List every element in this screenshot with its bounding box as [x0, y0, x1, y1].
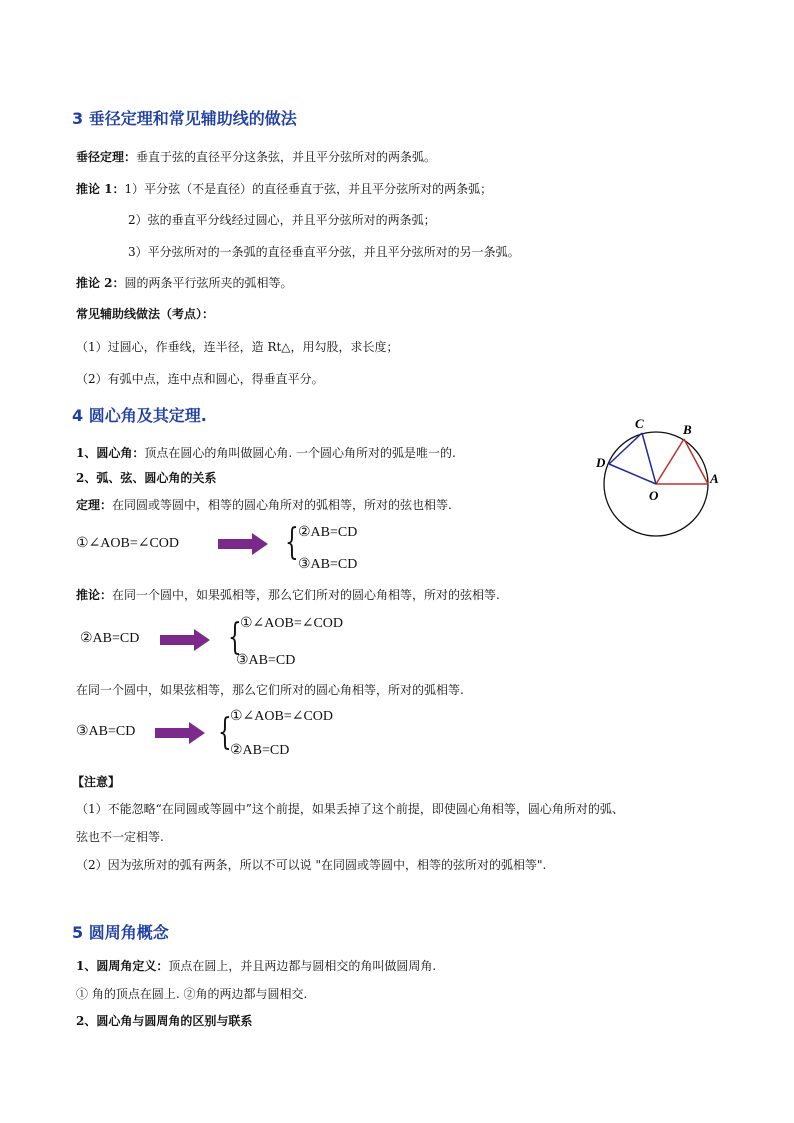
- perpendicular-theorem: [76, 148, 436, 165]
- formula-3-result-1: ①∠AOB=∠COD: [230, 709, 334, 724]
- brace-icon: {: [218, 712, 232, 753]
- arrow-icon: [218, 533, 268, 555]
- arrow-icon: [160, 629, 210, 651]
- label-b: B: [683, 422, 692, 437]
- corollary-text-4: 在同一个圆中，如果弧相等，那么它们所对的圆心角相等，所对的弦相等.: [112, 588, 500, 602]
- central-angle-def: [76, 444, 456, 461]
- formula-3-result-2: ②AB=CD: [230, 743, 290, 758]
- section-4-title: 4 圆心角及其定理.: [72, 406, 207, 425]
- corollary-1-item-1: 1）平分弦（不是直径）的直径垂直于弦，并且平分弦所对的两条弧；: [124, 182, 493, 196]
- inscribed-angle-note: ① 角的顶点在圆上. ②角的两边都与圆相交.: [76, 987, 308, 1001]
- inscribed-angle-def: [76, 957, 436, 974]
- theorem-line: [76, 496, 452, 513]
- arrow-icon: [155, 722, 205, 744]
- corollary-2-text: 圆的两条平行弦所夹的弧相等。: [124, 276, 293, 290]
- aux-line-title: 常见辅助线做法（考点）：: [76, 307, 215, 321]
- circle-diagram: [590, 412, 730, 540]
- section-5-title: 5 圆周角概念: [72, 923, 169, 942]
- central-angle-text: 顶点在圆心的角叫做圆心角. 一个圆心角所对的弧是唯一的.: [144, 446, 456, 460]
- radius-ob: [656, 439, 684, 484]
- formula-1-result-1: ②AB=CD: [298, 525, 358, 540]
- label-c: C: [635, 416, 644, 431]
- note-2: （2）因为弦所对的弧有两条，所以不可以说 "在同圆或等圆中，相等的弦所对的弧相等".: [76, 858, 547, 872]
- relation-title-5: 2、圆心角与圆周角的区别与联系: [76, 1014, 253, 1028]
- radius-od: [609, 464, 656, 484]
- chord-ab: [684, 439, 708, 484]
- corollary-1-item-2: 2）弦的垂直平分线经过圆心，并且平分弦所对的两条弧；: [128, 213, 436, 227]
- formula-1-premise: ①∠AOB=∠COD: [76, 536, 180, 551]
- inscribed-angle-label: 1、圆周角定义：: [76, 959, 169, 973]
- corollary-arc: [76, 586, 500, 603]
- corollary-1-label: 推论 1：: [76, 182, 125, 196]
- brace-icon: {: [228, 617, 242, 658]
- formula-3-premise: ③AB=CD: [76, 724, 136, 739]
- brace-icon: {: [285, 522, 299, 563]
- formula-2-result-2: ③AB=CD: [236, 653, 296, 668]
- label-d: D: [596, 455, 606, 470]
- corollary-1-line-1: [76, 180, 492, 197]
- central-angle-label: 1、圆心角：: [76, 446, 145, 460]
- aux-line-1: （1）过圆心，作垂线，连半径，造 Rt△，用勾股，求长度；: [76, 340, 399, 354]
- corollary-label-4: 推论：: [76, 588, 113, 602]
- chord-cd: [609, 433, 642, 464]
- label-o: O: [649, 488, 659, 503]
- inscribed-angle-text: 顶点在圆上，并且两边都与圆相交的角叫做圆周角.: [168, 959, 437, 973]
- aux-line-2: （2）有弧中点，连中点和圆心，得垂直平分。: [76, 372, 324, 386]
- theorem-text-4: 在同圆或等圆中，相等的圆心角所对的弧相等，所对的弦也相等.: [112, 498, 452, 512]
- note-title: 【注意】: [72, 775, 121, 789]
- corollary-2-label: 推论 2：: [76, 276, 125, 290]
- theorem-text: 垂直于弦的直径平分这条弦，并且平分弦所对的两条弧。: [136, 150, 437, 164]
- relation-title: 2、弧、弦、圆心角的关系: [76, 471, 217, 485]
- formula-1-result-2: ③AB=CD: [298, 557, 358, 572]
- radius-oc: [642, 433, 656, 484]
- note-1-line-2: 弦也不一定相等.: [76, 830, 164, 844]
- chord-corollary: 在同一个圆中，如果弦相等，那么它们所对的圆心角相等，所对的弧相等.: [76, 683, 464, 697]
- note-1-line-1: （1）不能忽略“在同圆或等圆中”这个前提，如果丢掉了这个前提，即使圆心角相等，圆心角所对的弧、: [76, 802, 624, 816]
- theorem-label: 垂径定理：: [76, 150, 137, 164]
- theorem-label-4: 定理：: [76, 498, 113, 512]
- label-a: A: [710, 471, 719, 486]
- formula-2-premise: ②AB=CD: [80, 631, 140, 646]
- section-3-title: 3 垂径定理和常见辅助线的做法: [72, 109, 297, 128]
- formula-2-result-1: ①∠AOB=∠COD: [240, 616, 344, 631]
- corollary-1-item-3: 3）平分弦所对的一条弧的直径垂直平分弦，并且平分弦所对的另一条弧。: [128, 245, 520, 259]
- corollary-2: [76, 274, 293, 291]
